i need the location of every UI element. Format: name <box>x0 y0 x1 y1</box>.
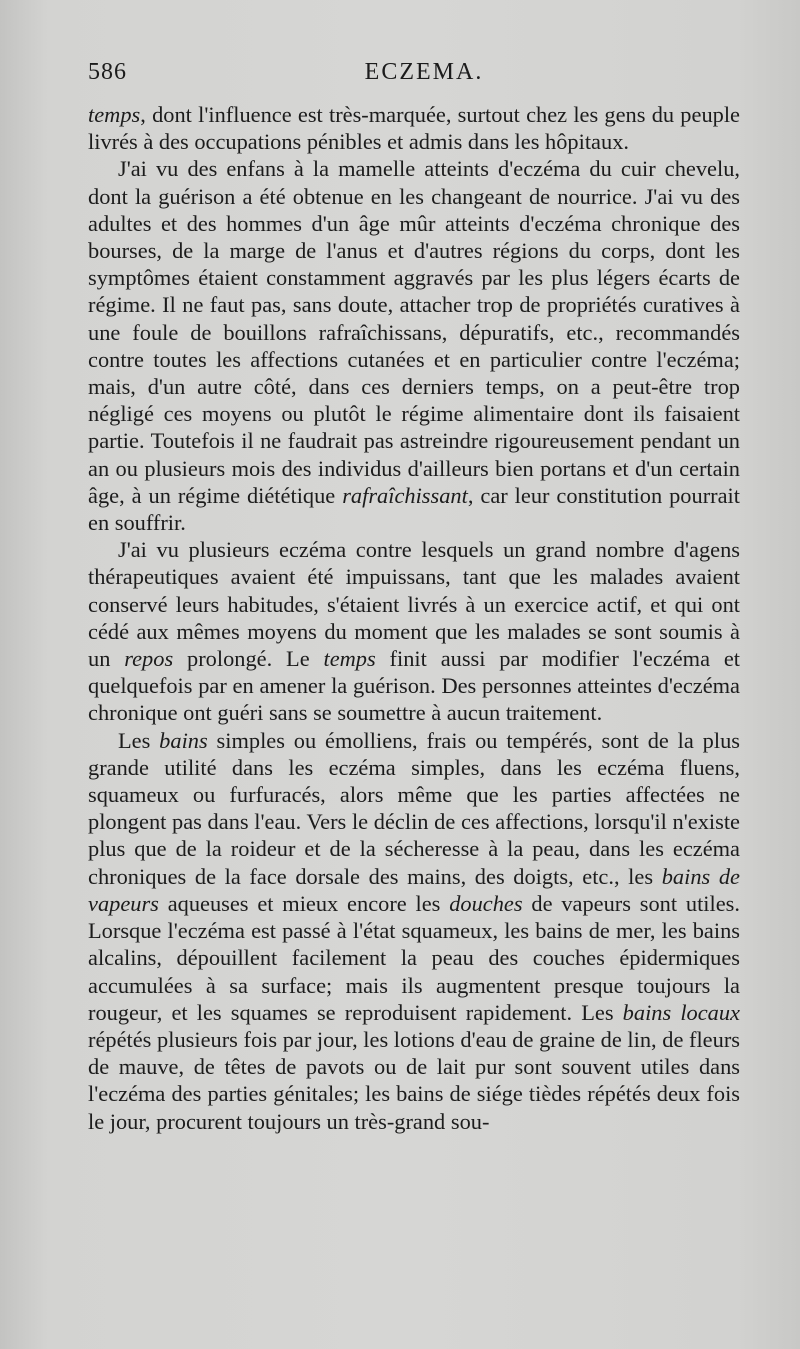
text-run: , car leur constitution pourrait en souffrir. <box>88 482 740 536</box>
text-run: prolongé. Le <box>173 646 324 672</box>
text-run: de vapeurs sont utiles. Lorsque l'eczéma est passé à l'état squameux, les bains de mer, les bains alcalins, dépouillent facilement la peau des couches épidermiques accumulées à sa surface; mais ils augmentent presque toujours la rougeur, et les squames se reproduisent rapidement. Les <box>88 890 740 1025</box>
paragraph <box>88 536 740 726</box>
text-run: simples ou émolliens, frais ou tempérés, sont de la plus grande utilité dans les eczéma simples, dans les eczéma fluens, squameux ou furfuracés, alors même que les parties affectées ne plongent pas dans l'eau. Vers le déclin de ces affections, lorsqu'il n'existe plus que de la roideur et de la sécheresse à la peau, dans les eczéma chroniques de la face dorsale des mains, des doigts, etc., les <box>88 727 740 889</box>
text-run: répétés plusieurs fois par jour, les lotions d'eau de graine de lin, de fleurs de mauve, de têtes de pavots ou de lait pur sont souvent utiles dans l'eczéma des parties génitales; les bains de siége tièdes répétés deux fois le jour, procurent toujours un très-grand sou- <box>88 1026 740 1134</box>
italic-text: temps <box>88 102 141 127</box>
italic-text: repos <box>124 646 174 672</box>
paragraph <box>88 155 740 536</box>
italic-text: douches <box>449 890 523 916</box>
body-text <box>88 101 740 1135</box>
italic-text: bains de vapeurs <box>88 863 740 916</box>
text-run: , dont l'influence est très-marquée, surtout chez les gens du peuple livrés à des occupations pénibles et admis dans les hôpitaux. <box>88 102 740 155</box>
paragraph <box>88 727 740 1135</box>
text-run: J'ai vu des enfans à la mamelle atteints d'eczéma du cuir chevelu, dont la guérison a été obtenue en les changeant de nourrice. J'ai vu des adultes et des hommes d'un âge mûr atteints d'eczéma chronique des bourses, de la marge de l'anus et d'autres régions du corps, dont les symptômes étaient constamment aggravés par les plus légers écarts de régime. Il ne faut pas, sans doute, attacher trop de propriétés curatives à une foule de bouillons rafraîchissans, dépuratifs, etc., recommandés contre toutes les affections cutanées et en particulier contre l'eczéma; mais, d'un autre côté, dans ces derniers temps, on a peut-être trop négligé ces moyens ou plutôt le régime alimentaire dont ils faisaient partie. Toutefois il ne faudrait pas astreindre rigoureusement pendant un an ou plusieurs mois des individus d'ailleurs bien portans et d'un certain âge, à un régime diététique <box>88 156 740 508</box>
running-title: ECZEMA. <box>364 59 484 85</box>
paragraph <box>88 101 740 155</box>
text-run: aqueuses et mieux encore les <box>158 890 450 916</box>
text-run: J'ai vu plusieurs eczéma contre lesquels un grand nombre d'agens thérapeutiques avaient été impuissans, tant que les malades avaient conservé leurs habitudes, s'étaient livrés à un exercice actif, et qui ont cédé aux mêmes moyens du moment que les malades se sont soumis à un <box>88 537 740 672</box>
page-number: 586 <box>88 59 127 85</box>
text-run: Les <box>118 727 160 753</box>
italic-text: bains locaux <box>622 999 740 1025</box>
text-run: finit aussi par modifier l'eczéma et quelquefois par en amener la guérison. Des personnes atteintes d'eczéma chronique ont guéri sans se soumettre à aucun traitement. <box>88 646 740 726</box>
italic-text: temps <box>323 646 376 672</box>
italic-text: rafraîchissant <box>342 482 468 508</box>
italic-text: bains <box>159 727 208 753</box>
page-header <box>88 55 740 93</box>
